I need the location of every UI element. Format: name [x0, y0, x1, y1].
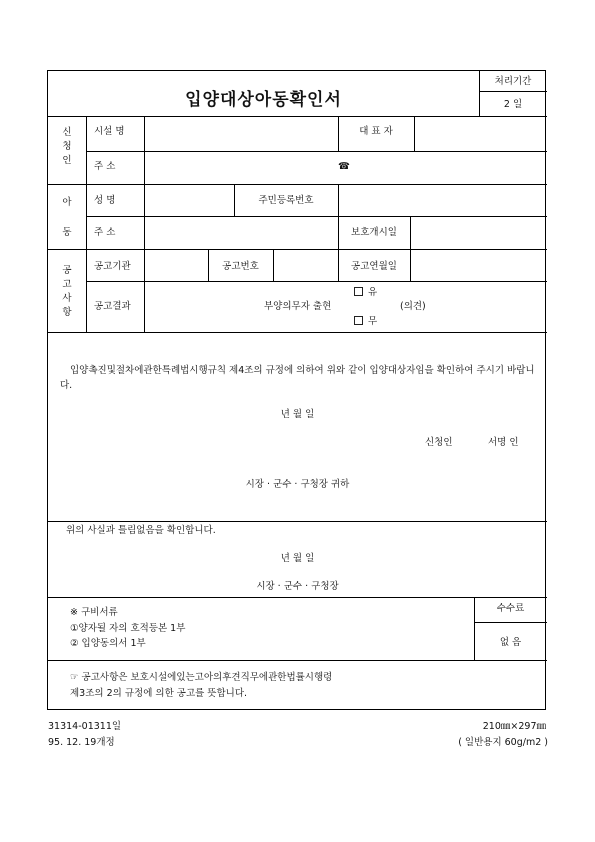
adoption-child-confirmation-form: [47, 70, 546, 710]
paper-size: 210㎜×297㎜: [482, 721, 546, 732]
representative-label: 대 표 자: [359, 126, 393, 137]
checkbox-no[interactable]: [354, 316, 363, 325]
divider: [48, 660, 547, 661]
support-duty-label: 부양의무자 출현: [264, 301, 332, 312]
section-label-applicant-char: 인: [62, 155, 72, 166]
option-no[interactable]: [354, 316, 377, 328]
notice-agency-label: 공고기관: [94, 261, 131, 272]
processing-period-label: 처리기간: [494, 76, 532, 87]
divider: [479, 91, 547, 92]
divider: [414, 116, 415, 151]
request-date: 년 월 일: [280, 409, 315, 420]
notice-result-label: 공고결과: [94, 301, 131, 312]
divider: [86, 151, 547, 152]
confirmation-body: 위의 사실과 틀림없음을 확인합니다.: [66, 525, 216, 536]
divider: [474, 622, 547, 623]
section-label-applicant: [59, 126, 75, 168]
divider: [410, 216, 411, 249]
document-item-2: ② 입양동의서 1부: [70, 638, 146, 649]
section-label-child-1: 아: [62, 197, 72, 208]
option-yes[interactable]: [354, 287, 377, 299]
address-label: 주 소: [94, 161, 116, 172]
note-line-1: ☞ 공고사항은 보호시설에있는고아의후견직무에관한법률시행령: [70, 672, 333, 683]
section-label-notice-char: 사: [62, 293, 72, 304]
section-label-child-2: 동: [62, 227, 72, 238]
divider: [86, 216, 547, 217]
child-name-label: 성 명: [94, 195, 116, 206]
divider: [48, 116, 547, 117]
note-line-2: 제3조의 2의 규정에 의한 공고를 뜻합니다.: [70, 688, 248, 699]
divider: [338, 184, 339, 216]
child-address-label: 주 소: [94, 227, 116, 238]
confirmation-date: 년 월 일: [280, 553, 315, 564]
protection-start-label: 보호개시일: [351, 227, 397, 238]
rrn-label: 주민등록번호: [258, 195, 314, 206]
divider: [48, 597, 547, 598]
applicant-line: 신청인: [425, 437, 453, 448]
form-code: 31314-01311일: [48, 721, 122, 732]
opinion-label: (의견): [400, 301, 426, 312]
signature-line: 서명 인: [488, 437, 519, 448]
section-label-notice-char: 공: [62, 265, 72, 276]
divider: [48, 521, 547, 522]
fee-label: 수수료: [496, 603, 525, 614]
section-label-notice-char: 고: [62, 279, 72, 290]
option-no-label: 무: [368, 316, 378, 327]
form-title: 입양대상아동확인서: [185, 90, 342, 110]
confirmation-signer: 시장 · 군수 · 구청장: [256, 581, 339, 592]
section-label-applicant-char: 신: [62, 127, 72, 138]
divider: [48, 332, 547, 333]
divider: [48, 184, 547, 185]
processing-period-value: 2 일: [503, 99, 523, 110]
section-label-notice-text: [59, 264, 75, 320]
option-yes-label: 유: [368, 287, 378, 298]
facility-name-label: 시설 명: [94, 126, 125, 137]
document-item-1: ①양자될 자의 호적등본 1부: [70, 623, 186, 634]
addressee: 시장 · 군수 · 구청장 귀하: [245, 479, 350, 490]
request-body: 입양촉진및절차에관한특례법시행규칙 제4조의 규정에 의하여 위와 같이 입양대상자임을 확인하여 주시기 바랍니다.: [60, 365, 535, 391]
checkbox-yes[interactable]: [354, 287, 363, 296]
section-label-applicant-char: 청: [62, 141, 72, 152]
divider: [144, 116, 145, 332]
divider: [273, 249, 274, 281]
divider: [86, 281, 547, 282]
divider: [410, 249, 411, 281]
divider: [86, 116, 87, 332]
documents-heading: ※ 구비서류: [70, 607, 118, 618]
paper-type: ( 일반용지 60g/m2 ): [458, 737, 548, 748]
revision-date: 95. 12. 19개정: [48, 737, 115, 748]
divider: [48, 249, 547, 250]
notice-date-label: 공고연월일: [351, 261, 397, 272]
fee-value: 없 음: [499, 637, 522, 648]
phone-icon: ☎: [338, 161, 350, 172]
notice-number-label: 공고번호: [222, 261, 259, 272]
section-label-notice: [59, 264, 75, 320]
section-label-notice-char: 항: [62, 307, 72, 318]
